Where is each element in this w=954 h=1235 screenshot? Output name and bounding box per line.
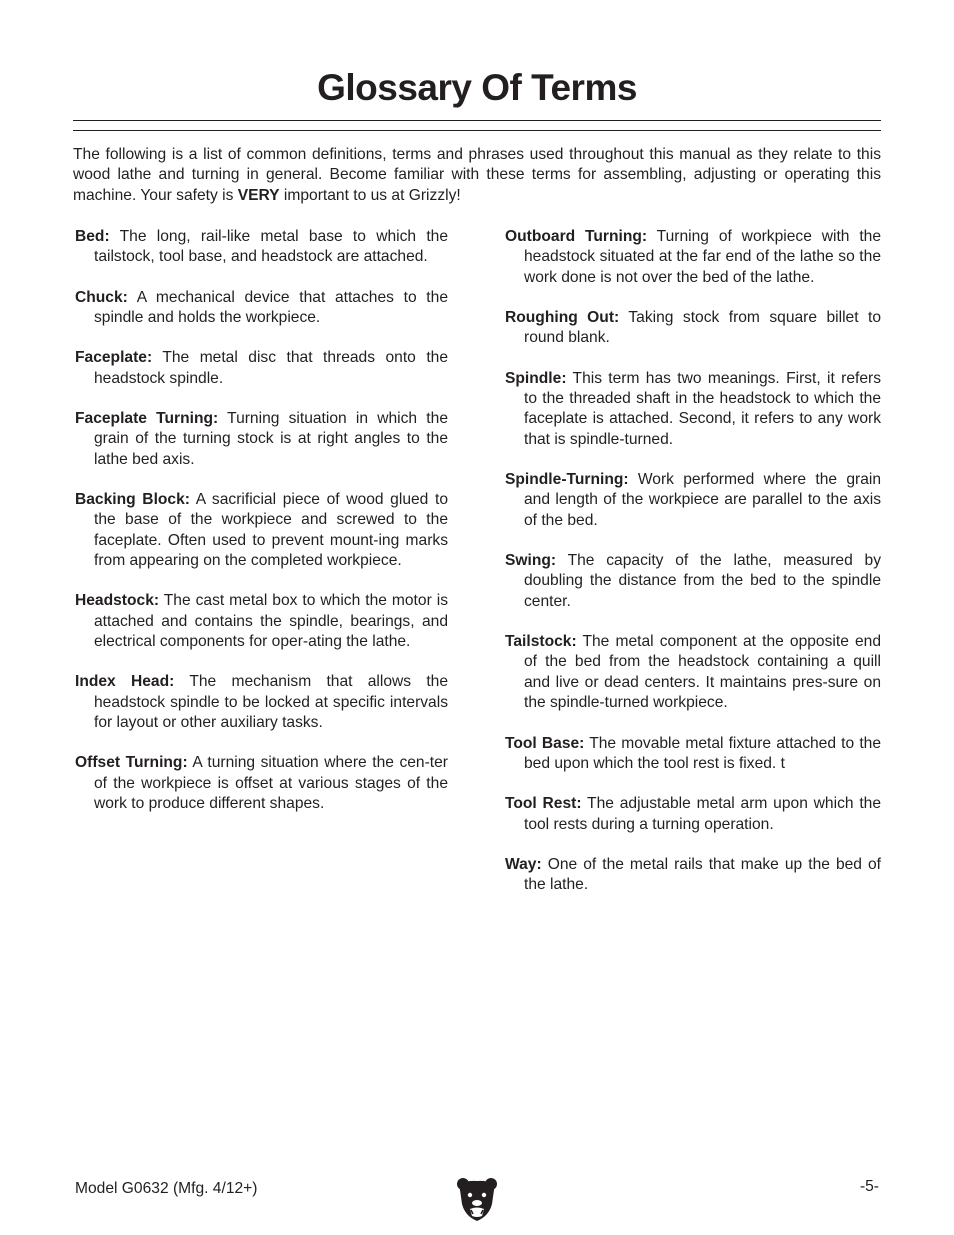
term-name: Index Head: bbox=[75, 673, 175, 691]
glossary-entry-chuck bbox=[75, 288, 448, 329]
intro-emphasis: VERY bbox=[237, 186, 280, 204]
glossary-entry-outboard-turning bbox=[505, 227, 881, 288]
glossary-right-column bbox=[505, 227, 881, 915]
glossary-entry-tool-rest bbox=[505, 794, 881, 835]
glossary-entry-faceplate bbox=[75, 348, 448, 389]
title-rule-top bbox=[73, 120, 881, 121]
glossary-entry-swing bbox=[505, 551, 881, 612]
term-name: Faceplate: bbox=[75, 349, 153, 367]
term-definition: The cast metal box to which the motor is attached and contains the spindle, bearings, and electrical components for oper-ating the lathe. bbox=[94, 592, 448, 651]
term-definition: A turning situation where the cen-ter of the workpiece is offset at various stages of the work to produce different shapes. bbox=[94, 754, 448, 813]
term-name: Bed: bbox=[75, 228, 110, 245]
term-name: Outboard Turning: bbox=[505, 228, 648, 245]
term-name: Headstock: bbox=[75, 592, 160, 610]
term-definition: Taking stock from square billet to round blank. bbox=[524, 309, 881, 347]
intro-text-start: The following is a list of common definitions, terms and phrases used throughout this manual as they relate to this wood lathe and turning in general. Become familiar with these terms for assembling, adjusting or operating this machine. Your safety is bbox=[73, 146, 881, 204]
footer-model-info: Model G0632 (Mfg. 4/12+) bbox=[75, 1180, 258, 1197]
term-definition: The mechanism that allows the headstock spindle to be locked at specific intervals for layout or other auxiliary tasks. bbox=[94, 673, 449, 732]
glossary-entry-roughing-out bbox=[505, 308, 881, 349]
term-name: Chuck: bbox=[75, 288, 128, 306]
term-name: Backing Block: bbox=[75, 490, 190, 508]
glossary-entry-faceplate-turning bbox=[75, 409, 448, 470]
term-definition: The metal component at the opposite end of the bed from the headstock containing a quill and live or dead centers. It maintains pres-sure on the spindle-turned workpiece. bbox=[524, 633, 881, 712]
term-definition: A mechanical device that attaches to the spindle and holds the workpiece. bbox=[94, 288, 448, 327]
term-definition: This term has two meanings. First, it refers to the threaded shaft in the headstock to which the faceplate is attached. Second, it refers to any work that is spindle-turned. bbox=[524, 369, 881, 448]
term-name: Tool Base: bbox=[505, 734, 585, 752]
glossary-entry-tool-base bbox=[505, 734, 881, 775]
glossary-entry-way bbox=[505, 855, 881, 896]
intro-text-end: important to us at Grizzly! bbox=[279, 186, 461, 204]
term-definition: A sacrificial piece of wood glued to the base of the workpiece and screwed to the faceplate. Often used to prevent mount-ing marks from appearing on the completed workpiece. bbox=[94, 490, 448, 570]
page-title: Glossary Of Terms bbox=[317, 67, 637, 108]
glossary-entry-tailstock bbox=[505, 632, 881, 714]
term-definition: One of the metal rails that make up the bed of the lathe. bbox=[524, 855, 881, 894]
term-definition: Turning situation in which the grain of the turning stock is at right angles to the lathe bed axis. bbox=[94, 409, 448, 468]
glossary-entry-bed bbox=[75, 227, 448, 268]
term-name: Spindle: bbox=[505, 369, 567, 387]
term-definition: Turning of workpiece with the headstock situated at the far end of the lathe so the work done is not over the bed of the lathe. bbox=[524, 228, 882, 286]
title-rule-bottom bbox=[73, 130, 881, 131]
term-name: Tool Rest: bbox=[505, 795, 582, 813]
glossary-entry-spindle-turning bbox=[505, 470, 881, 531]
term-definition: The adjustable metal arm upon which the tool rests during a turning operation. bbox=[524, 795, 882, 833]
term-definition: Work performed where the grain and length of the workpiece are parallel to the axis of the bed. bbox=[524, 471, 881, 529]
term-name: Tailstock: bbox=[505, 633, 577, 651]
intro-paragraph bbox=[73, 145, 881, 206]
term-definition: The capacity of the lathe, measured by doubling the distance from the bed to the spindle center. bbox=[524, 552, 881, 610]
term-name: Swing: bbox=[505, 552, 557, 570]
glossary-entry-index-head bbox=[75, 672, 448, 733]
glossary-entry-backing-block bbox=[75, 490, 448, 572]
glossary-entry-headstock bbox=[75, 591, 448, 652]
page-number: -5- bbox=[859, 1178, 879, 1195]
term-name: Offset Turning: bbox=[75, 754, 188, 772]
glossary-left-column bbox=[75, 227, 448, 834]
term-name: Faceplate Turning: bbox=[75, 409, 219, 427]
glossary-entry-offset-turning bbox=[75, 753, 448, 814]
grizzly-bear-logo-icon bbox=[456, 1176, 498, 1222]
term-name: Way: bbox=[505, 855, 542, 873]
term-name: Roughing Out: bbox=[505, 309, 620, 327]
glossary-entry-spindle bbox=[505, 369, 881, 451]
term-definition: The movable metal fixture attached to the bed upon which the tool rest is fixed. t bbox=[524, 734, 881, 772]
term-definition: The metal disc that threads onto the headstock spindle. bbox=[94, 349, 448, 387]
term-definition: The long, rail-like metal base to which the tailstock, tool base, and headstock are attached. bbox=[94, 228, 448, 266]
term-name: Spindle-Turning: bbox=[505, 471, 629, 489]
